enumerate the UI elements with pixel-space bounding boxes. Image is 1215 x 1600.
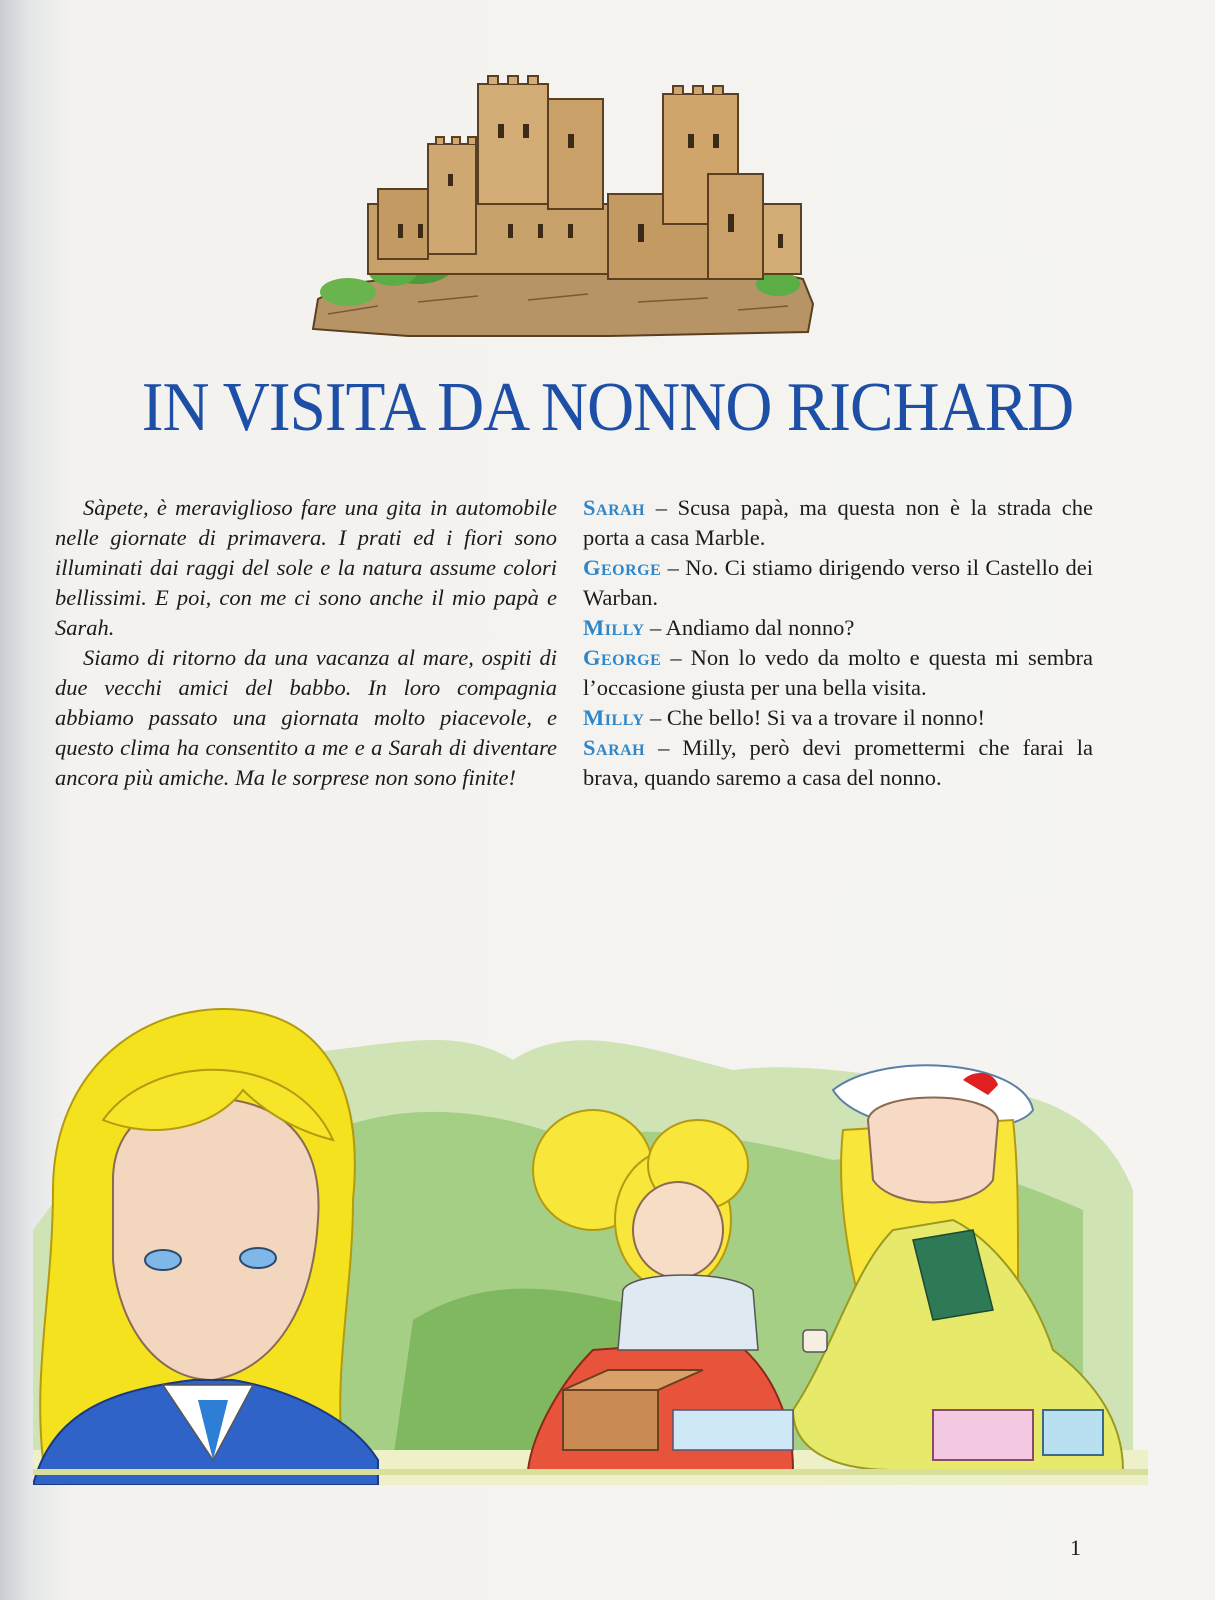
dialogue-line <box>583 493 1093 553</box>
speaker-name: Milly <box>583 615 645 640</box>
dialogue-text: – Scusa papà, ma questa non è la strada che porta a casa Marble. <box>583 495 1094 550</box>
speaker-name: Sarah <box>583 735 646 760</box>
dialogue-text: – Milly, però devi promettermi che farai la brava, quando saremo a casa del nonno. <box>583 735 1093 790</box>
dialogue-line <box>583 613 1093 643</box>
dialogue-text: – No. Ci stiamo dirigendo verso il Castello dei Warban. <box>583 555 1093 610</box>
speaker-name: Sarah <box>583 495 646 520</box>
dialogue-line <box>583 733 1093 793</box>
picnic-illustration <box>33 990 1148 1485</box>
castle-illustration <box>308 74 828 344</box>
page-title: IN VISITA DA NONNO RICHARD <box>141 369 1074 446</box>
page-number: 1 <box>1070 1535 1081 1560</box>
dialogue-column <box>583 493 1093 793</box>
dialogue-line <box>583 553 1093 613</box>
narration-paragraph: Siamo di ritorno da una vacanza al mare, ospiti di due vecchi amici del babbo. In loro compagnia abbiamo passato una giornata molto piacevole, e questo clima ha consentito a me e a Sarah di diventare ancora più amiche. Ma le sorprese non sono finite! <box>55 645 557 790</box>
dialogue-text: – Andiamo dal nonno? <box>650 615 855 640</box>
narration-column <box>55 493 557 793</box>
narration-paragraph: Sàpete, è meraviglioso fare una gita in automobile nelle giornate di primavera. I prati ed i fiori sono illuminati dai raggi del sole e la natura assume colori bellissimi. E poi, con me ci sono anche il mio papà e Sarah. <box>55 495 557 640</box>
speaker-name: Milly <box>583 705 645 730</box>
speaker-name: George <box>583 555 662 580</box>
dialogue-line <box>583 643 1093 703</box>
dialogue-text: – Che bello! Si va a trovare il nonno! <box>650 705 985 730</box>
dialogue-text: – Non lo vedo da molto e questa mi sembra l’occasione giusta per una bella visita. <box>583 645 1094 700</box>
dialogue-line <box>583 703 1093 733</box>
speaker-name: George <box>583 645 662 670</box>
